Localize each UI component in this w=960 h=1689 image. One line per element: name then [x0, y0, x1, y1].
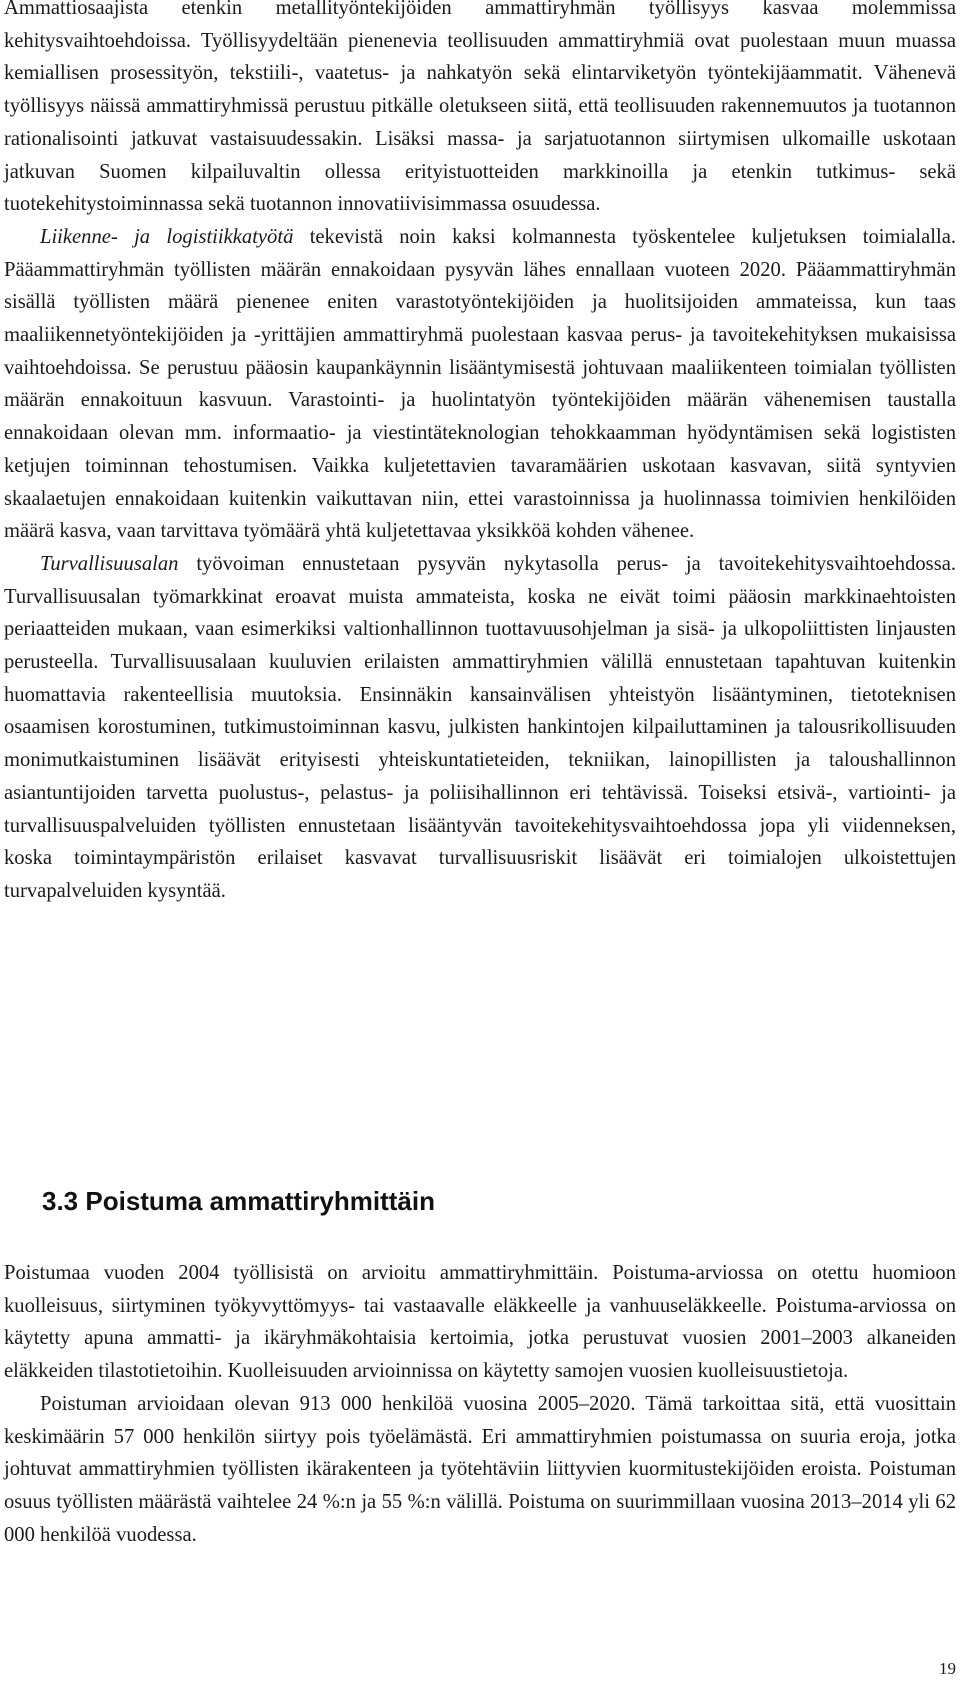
body-text-top — [4, 0, 956, 908]
paragraph-ammattiosaajat: Ammattiosaajista etenkin metallityöntekijöiden ammattiryhmän työllisyys kasvaa molemmissa kehitysvaihtoehdoissa. Työllisyydeltään pienenevia teollisuuden ammattiryhmiä ovat puolestaan muun muassa kemiallisen prosessityön, tekstiili-, vaatetus- ja nahkatyön sekä elintarviketyön työntekijäammatit. Vähenevä työllisyys näissä ammattiryhmissä perustuu pitkälle oletukseen siitä, että teollisuuden rakennemuutos ja tuotannon rationalisointi jatkuvat vastaisuudessakin. Lisäksi massa- ja sarjatuotannon siirtymisen ulkomaille uskotaan jatkuvan Suomen kilpailuvaltin ollessa erityistuotteiden markkinoilla ja etenkin tutkimus- sekä tuotekehitystoiminnassa sekä tuotannon innovatiivisimmassa osuudessa. — [4, 0, 956, 216]
paragraph-poistuma-intro: Poistumaa vuoden 2004 työllisistä on arvioitu ammattiryhmittäin. Poistuma-arviossa on otettu huomioon kuolleisuus, siirtyminen työkyvyttömyys- tai vastaavalle eläkkeelle ja vanhuuseläkkeelle. Poistuma-arviossa on käytetty apuna ammatti- ja ikäryhmäkohtaisia kertoimia, jotka perustuvat vuosien 2001–2003 alkaneiden eläkkeiden tilastotietoihin. Kuolleisuuden arvioinnissa on käytetty samojen vuosien kuolleisuustietoja. — [4, 1262, 956, 1383]
italic-term-turvallisuusala: Turvallisuusalan — [40, 552, 179, 575]
paragraph-liikenne-logistiikka — [4, 221, 956, 548]
paragraph-liikenne-text: tekevistä noin kaksi kolmannesta työskentelee kuljetuksen toimialalla. Pääammattiryhmän työllisten määrän ennakoidaan pysyvän lähes ennallaan vuoteen 2020. Pääammattiryhmän sisällä työllisten määrä pienenee eniten varastotyöntekijöiden ja huolitsijoiden ammateissa, kun taas maaliikennetyöntekijöiden ja -yrittäjien ammattiryhmä puolestaan kasvaa perus- ja tavoitekehityksen mukaisissa vaihtoehdoissa. Se perustuu pääosin kaupankäynnin lisääntymisestä johtuvaan maaliikenteen toimialan työllisten määrän ennakoituun kasvuun. Varastointi- ja huolintatyön työntekijöiden määrän vähenemisen taustalla ennakoidaan olevan mm. informaatio- ja viestintäteknologian tehokkaamman hyödyntämisen sekä logististen ketjujen toiminnan tehostumisen. Vaikka kuljetettavien tavaramäärien uskotaan kasvavan, siitä syntyvien skaalaetujen ennakoidaan kuitenkin vaikuttavan niin, ettei varastoinnissa ja huolinnassa toimivien henkilöiden määrä kasva, vaan tarvittava työmäärä yhtä kuljetettavaa yksikköä kohden vähenee. — [4, 225, 956, 543]
paragraph-turvallisuusala-text: työvoiman ennustetaan pysyvän nykytasolla perus- ja tavoitekehitysvaihtoehdossa. Turvallisuusalan työmarkkinat eroavat muista ammateista, koska ne eivät toimi pääosin markkinaehtoisten periaatteiden mukaan, vaan esimerkiksi valtionhallinnon tuottavuusohjelman ja sisä- ja ulkopoliittisten linjausten perusteella. Turvallisuusalaan kuuluvien erilaisten ammattiryhmien välillä ennustetaan tapahtuvan kuitenkin huomattavia rakenteellisia muutoksia. Ensinnäkin kansainvälisen yhteistyön lisääntyminen, tietoteknisen osaamisen korostuminen, tutkimustoiminnan kasvu, julkisten hankintojen kilpailuttaminen ja talousrikollisuuden monimutkaistuminen lisäävät erityisesti yhteiskuntatieteiden, tekniikan, lainopillisten ja taloushallinnon asiantuntijoiden tarvetta puolustus-, pelastus- ja poliisihallinnon eri tehtävissä. Toiseksi etsivä-, vartiointi- ja turvallisuuspalveluiden työllisten ennustetaan lisääntyvän tavoitekehitysvaihtoehdossa jopa yli viidenneksen, koska toimintaympäristön erilaiset kasvavat turvallisuusriskit lisäävät eri toimialojen ulkoistettujen turvapalveluiden kysyntää. — [4, 552, 956, 902]
paragraph-turvallisuusala — [4, 548, 956, 908]
italic-term-liikenne: Liikenne- ja logistiikkatyötä — [40, 225, 294, 248]
body-text-bottom — [4, 1257, 956, 1551]
section-heading: 3.3 Poistuma ammattiryhmittäin — [42, 1186, 435, 1216]
paragraph-poistuma-arvio: Poistuman arvioidaan olevan 913 000 henkilöä vuosina 2005–2020. Tämä tarkoittaa sitä, että vuosittain keskimäärin 57 000 henkilön siirtyy pois työelämästä. Eri ammattiryhmien poistumassa on suuria eroja, jotka johtuvat ammattiryhmien työllisten ikärakenteen ja työtehtäviin liittyvien kuormitustekijöiden eroista. Poistuman osuus työllisten määrästä vaihtelee 24 %:n ja 55 %:n välillä. Poistuma on suurimmillaan vuosina 2013–2014 yli 62 000 henkilöä vuodessa. — [4, 1392, 956, 1546]
page-number: 19 — [939, 1659, 956, 1678]
